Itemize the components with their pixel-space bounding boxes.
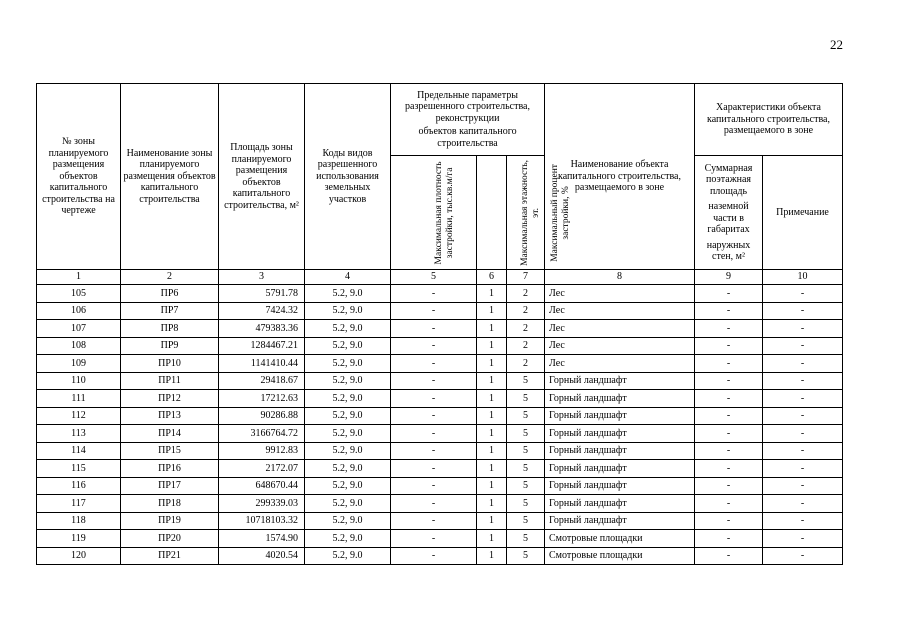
cell-max-density: - bbox=[391, 285, 477, 303]
cell-zone-name: ПР7 bbox=[121, 302, 219, 320]
header-limits-line2: объектов капитального строительства bbox=[418, 126, 517, 149]
cell-note: - bbox=[763, 407, 843, 425]
cell-max-density: - bbox=[391, 320, 477, 338]
cell-note: - bbox=[763, 390, 843, 408]
cell-object-name: Горный ландшафт bbox=[545, 477, 695, 495]
cell-max-floors: 1 bbox=[477, 530, 507, 548]
cell-zone-area: 1141410.44 bbox=[219, 355, 305, 373]
table-row bbox=[37, 530, 843, 548]
cell-note: - bbox=[763, 337, 843, 355]
header-floor-area bbox=[695, 156, 763, 270]
table-row bbox=[37, 372, 843, 390]
cell-object-name: Горный ландшафт bbox=[545, 442, 695, 460]
cell-zone-number: 120 bbox=[37, 547, 121, 565]
table-row bbox=[37, 355, 843, 373]
cell-note: - bbox=[763, 547, 843, 565]
cell-use-codes: 5.2, 9.0 bbox=[305, 390, 391, 408]
cell-zone-area: 4020.54 bbox=[219, 547, 305, 565]
cell-object-name: Лес bbox=[545, 355, 695, 373]
page-number: 22 bbox=[830, 37, 843, 52]
cell-zone-name: ПР21 bbox=[121, 547, 219, 565]
cell-max-floors: 1 bbox=[477, 512, 507, 530]
cell-floor-area: - bbox=[695, 530, 763, 548]
cell-floor-area: - bbox=[695, 390, 763, 408]
cell-max-percent: 5 bbox=[507, 512, 545, 530]
cell-zone-name: ПР8 bbox=[121, 320, 219, 338]
header-object-name: Наименование объекта капитального строительства, размещаемого в зоне bbox=[545, 84, 695, 270]
table-row bbox=[37, 407, 843, 425]
cell-max-percent: 5 bbox=[507, 390, 545, 408]
column-numbers-row bbox=[37, 270, 843, 285]
cell-max-density: - bbox=[391, 512, 477, 530]
zones-table bbox=[36, 83, 843, 565]
cell-zone-number: 114 bbox=[37, 442, 121, 460]
cell-max-density: - bbox=[391, 337, 477, 355]
cell-max-floors: 1 bbox=[477, 407, 507, 425]
cell-use-codes: 5.2, 9.0 bbox=[305, 547, 391, 565]
cell-use-codes: 5.2, 9.0 bbox=[305, 302, 391, 320]
table-row bbox=[37, 337, 843, 355]
cell-note: - bbox=[763, 477, 843, 495]
column-number: 4 bbox=[305, 270, 391, 285]
cell-zone-area: 10718103.32 bbox=[219, 512, 305, 530]
table-body bbox=[37, 285, 843, 565]
column-number: 2 bbox=[121, 270, 219, 285]
cell-max-floors: 1 bbox=[477, 355, 507, 373]
column-number: 3 bbox=[219, 270, 305, 285]
cell-max-density: - bbox=[391, 425, 477, 443]
cell-object-name: Лес bbox=[545, 285, 695, 303]
cell-max-density: - bbox=[391, 302, 477, 320]
cell-zone-area: 3166764.72 bbox=[219, 425, 305, 443]
cell-zone-number: 108 bbox=[37, 337, 121, 355]
cell-note: - bbox=[763, 460, 843, 478]
cell-max-percent: 5 bbox=[507, 372, 545, 390]
cell-zone-area: 29418.67 bbox=[219, 372, 305, 390]
cell-zone-number: 118 bbox=[37, 512, 121, 530]
cell-max-floors: 1 bbox=[477, 442, 507, 460]
cell-max-floors: 1 bbox=[477, 337, 507, 355]
cell-note: - bbox=[763, 372, 843, 390]
cell-zone-area: 2172.07 bbox=[219, 460, 305, 478]
cell-zone-number: 116 bbox=[37, 477, 121, 495]
cell-zone-area: 1574.90 bbox=[219, 530, 305, 548]
cell-zone-number: 105 bbox=[37, 285, 121, 303]
cell-max-floors: 1 bbox=[477, 477, 507, 495]
cell-note: - bbox=[763, 302, 843, 320]
cell-zone-area: 5791.78 bbox=[219, 285, 305, 303]
cell-zone-name: ПР6 bbox=[121, 285, 219, 303]
cell-use-codes: 5.2, 9.0 bbox=[305, 407, 391, 425]
cell-zone-area: 1284467.21 bbox=[219, 337, 305, 355]
column-number: 9 bbox=[695, 270, 763, 285]
cell-zone-name: ПР12 bbox=[121, 390, 219, 408]
header-max-density-label: Максимальная плотность застройки, тыс.кв.м/га bbox=[434, 160, 455, 265]
cell-floor-area: - bbox=[695, 407, 763, 425]
cell-object-name: Лес bbox=[545, 320, 695, 338]
cell-floor-area: - bbox=[695, 512, 763, 530]
cell-zone-number: 119 bbox=[37, 530, 121, 548]
cell-object-name: Горный ландшафт bbox=[545, 425, 695, 443]
cell-floor-area: - bbox=[695, 477, 763, 495]
cell-use-codes: 5.2, 9.0 bbox=[305, 337, 391, 355]
cell-use-codes: 5.2, 9.0 bbox=[305, 530, 391, 548]
header-zone-name: Наименование зоны планируемого размещения объектов капитального строительства bbox=[121, 84, 219, 270]
cell-max-percent: 5 bbox=[507, 425, 545, 443]
column-number: 6 bbox=[477, 270, 507, 285]
table-row bbox=[37, 495, 843, 513]
cell-note: - bbox=[763, 512, 843, 530]
cell-object-name: Горный ландшафт bbox=[545, 460, 695, 478]
cell-floor-area: - bbox=[695, 285, 763, 303]
cell-max-density: - bbox=[391, 442, 477, 460]
cell-note: - bbox=[763, 530, 843, 548]
header-zone-area: Площадь зоны планируемого размещения объектов капитального строительства, м² bbox=[219, 84, 305, 270]
cell-zone-number: 107 bbox=[37, 320, 121, 338]
cell-max-percent: 5 bbox=[507, 495, 545, 513]
cell-note: - bbox=[763, 442, 843, 460]
cell-zone-name: ПР11 bbox=[121, 372, 219, 390]
cell-max-percent: 2 bbox=[507, 320, 545, 338]
cell-object-name: Горный ландшафт bbox=[545, 390, 695, 408]
table-row bbox=[37, 320, 843, 338]
table-row bbox=[37, 477, 843, 495]
cell-object-name: Смотровые площадки bbox=[545, 530, 695, 548]
cell-zone-number: 117 bbox=[37, 495, 121, 513]
cell-max-percent: 2 bbox=[507, 337, 545, 355]
header-max-floors bbox=[477, 156, 541, 270]
header-max-floors-label: Максимальная этажность, эт. bbox=[520, 159, 541, 266]
cell-zone-number: 109 bbox=[37, 355, 121, 373]
cell-zone-number: 111 bbox=[37, 390, 121, 408]
cell-object-name: Горный ландшафт bbox=[545, 407, 695, 425]
table-row bbox=[37, 547, 843, 565]
cell-note: - bbox=[763, 285, 843, 303]
cell-object-name: Горный ландшафт bbox=[545, 495, 695, 513]
cell-zone-area: 648670.44 bbox=[219, 477, 305, 495]
header-characteristics-group: Характеристики объекта капитального строительства, размещаемого в зоне bbox=[695, 84, 843, 156]
cell-max-floors: 1 bbox=[477, 495, 507, 513]
cell-zone-area: 7424.32 bbox=[219, 302, 305, 320]
header-floor-area-part1: Суммарная поэтажная площадь bbox=[704, 162, 753, 197]
cell-floor-area: - bbox=[695, 460, 763, 478]
cell-zone-area: 90286.88 bbox=[219, 407, 305, 425]
column-number: 8 bbox=[545, 270, 695, 285]
cell-zone-name: ПР13 bbox=[121, 407, 219, 425]
cell-max-floors: 1 bbox=[477, 372, 507, 390]
cell-max-density: - bbox=[391, 355, 477, 373]
cell-zone-number: 106 bbox=[37, 302, 121, 320]
cell-zone-number: 113 bbox=[37, 425, 121, 443]
cell-use-codes: 5.2, 9.0 bbox=[305, 355, 391, 373]
cell-zone-name: ПР16 bbox=[121, 460, 219, 478]
column-number: 10 bbox=[763, 270, 843, 285]
cell-max-percent: 2 bbox=[507, 355, 545, 373]
cell-max-floors: 1 bbox=[477, 320, 507, 338]
cell-max-floors: 1 bbox=[477, 425, 507, 443]
cell-use-codes: 5.2, 9.0 bbox=[305, 320, 391, 338]
cell-object-name: Смотровые площадки bbox=[545, 547, 695, 565]
cell-zone-number: 115 bbox=[37, 460, 121, 478]
cell-use-codes: 5.2, 9.0 bbox=[305, 425, 391, 443]
cell-object-name: Горный ландшафт bbox=[545, 372, 695, 390]
cell-max-percent: 2 bbox=[507, 285, 545, 303]
cell-zone-area: 17212.63 bbox=[219, 390, 305, 408]
column-number: 1 bbox=[37, 270, 121, 285]
table-header bbox=[37, 84, 843, 285]
cell-zone-name: ПР17 bbox=[121, 477, 219, 495]
cell-max-density: - bbox=[391, 372, 477, 390]
cell-use-codes: 5.2, 9.0 bbox=[305, 285, 391, 303]
cell-max-density: - bbox=[391, 530, 477, 548]
cell-zone-name: ПР9 bbox=[121, 337, 219, 355]
header-zone-number: № зоны планируемого размещения объектов капитального строительства на чертеже bbox=[37, 84, 121, 270]
cell-use-codes: 5.2, 9.0 bbox=[305, 460, 391, 478]
table-row bbox=[37, 390, 843, 408]
cell-max-percent: 5 bbox=[507, 547, 545, 565]
cell-max-density: - bbox=[391, 547, 477, 565]
cell-max-percent: 5 bbox=[507, 442, 545, 460]
table-row bbox=[37, 425, 843, 443]
cell-use-codes: 5.2, 9.0 bbox=[305, 442, 391, 460]
cell-zone-number: 110 bbox=[37, 372, 121, 390]
cell-max-density: - bbox=[391, 390, 477, 408]
cell-max-percent: 2 bbox=[507, 302, 545, 320]
cell-use-codes: 5.2, 9.0 bbox=[305, 477, 391, 495]
cell-floor-area: - bbox=[695, 355, 763, 373]
cell-zone-name: ПР15 bbox=[121, 442, 219, 460]
table-row bbox=[37, 285, 843, 303]
cell-floor-area: - bbox=[695, 425, 763, 443]
table-row bbox=[37, 460, 843, 478]
cell-max-percent: 5 bbox=[507, 407, 545, 425]
table-row bbox=[37, 442, 843, 460]
column-number: 7 bbox=[507, 270, 545, 285]
cell-floor-area: - bbox=[695, 320, 763, 338]
header-use-codes: Коды видов разрешенного использования земельных участков bbox=[305, 84, 391, 270]
cell-note: - bbox=[763, 425, 843, 443]
cell-zone-name: ПР14 bbox=[121, 425, 219, 443]
cell-use-codes: 5.2, 9.0 bbox=[305, 495, 391, 513]
cell-max-density: - bbox=[391, 460, 477, 478]
cell-floor-area: - bbox=[695, 495, 763, 513]
cell-max-density: - bbox=[391, 495, 477, 513]
cell-max-floors: 1 bbox=[477, 390, 507, 408]
header-note: Примечание bbox=[763, 156, 843, 270]
cell-max-percent: 5 bbox=[507, 460, 545, 478]
column-number: 5 bbox=[391, 270, 477, 285]
cell-max-floors: 1 bbox=[477, 302, 507, 320]
header-floor-area-part2: наземной части в габаритах bbox=[707, 201, 750, 235]
cell-object-name: Горный ландшафт bbox=[545, 512, 695, 530]
cell-zone-area: 479383.36 bbox=[219, 320, 305, 338]
cell-zone-name: ПР19 bbox=[121, 512, 219, 530]
table-row bbox=[37, 512, 843, 530]
cell-use-codes: 5.2, 9.0 bbox=[305, 372, 391, 390]
cell-max-density: - bbox=[391, 407, 477, 425]
cell-floor-area: - bbox=[695, 442, 763, 460]
cell-zone-area: 299339.03 bbox=[219, 495, 305, 513]
cell-note: - bbox=[763, 320, 843, 338]
cell-floor-area: - bbox=[695, 372, 763, 390]
cell-max-floors: 1 bbox=[477, 460, 507, 478]
cell-max-floors: 1 bbox=[477, 547, 507, 565]
cell-use-codes: 5.2, 9.0 bbox=[305, 512, 391, 530]
cell-floor-area: - bbox=[695, 337, 763, 355]
cell-max-percent: 5 bbox=[507, 477, 545, 495]
cell-max-density: - bbox=[391, 477, 477, 495]
cell-max-floors: 1 bbox=[477, 285, 507, 303]
header-max-percent-label: Максимальный процент застройки, % bbox=[550, 163, 571, 262]
cell-object-name: Лес bbox=[545, 337, 695, 355]
cell-note: - bbox=[763, 355, 843, 373]
cell-zone-name: ПР18 bbox=[121, 495, 219, 513]
header-max-density bbox=[391, 156, 477, 270]
cell-zone-name: ПР20 bbox=[121, 530, 219, 548]
cell-floor-area: - bbox=[695, 302, 763, 320]
header-limits-group bbox=[391, 84, 545, 156]
header-limits-line1: Предельные параметры разрешенного строительства, реконструкции bbox=[405, 89, 530, 124]
header-floor-area-part3: наружных стен, м² bbox=[706, 239, 751, 262]
cell-floor-area: - bbox=[695, 547, 763, 565]
table-row bbox=[37, 302, 843, 320]
cell-zone-name: ПР10 bbox=[121, 355, 219, 373]
cell-zone-number: 112 bbox=[37, 407, 121, 425]
cell-note: - bbox=[763, 495, 843, 513]
cell-zone-area: 9912.83 bbox=[219, 442, 305, 460]
cell-object-name: Лес bbox=[545, 302, 695, 320]
cell-max-percent: 5 bbox=[507, 530, 545, 548]
